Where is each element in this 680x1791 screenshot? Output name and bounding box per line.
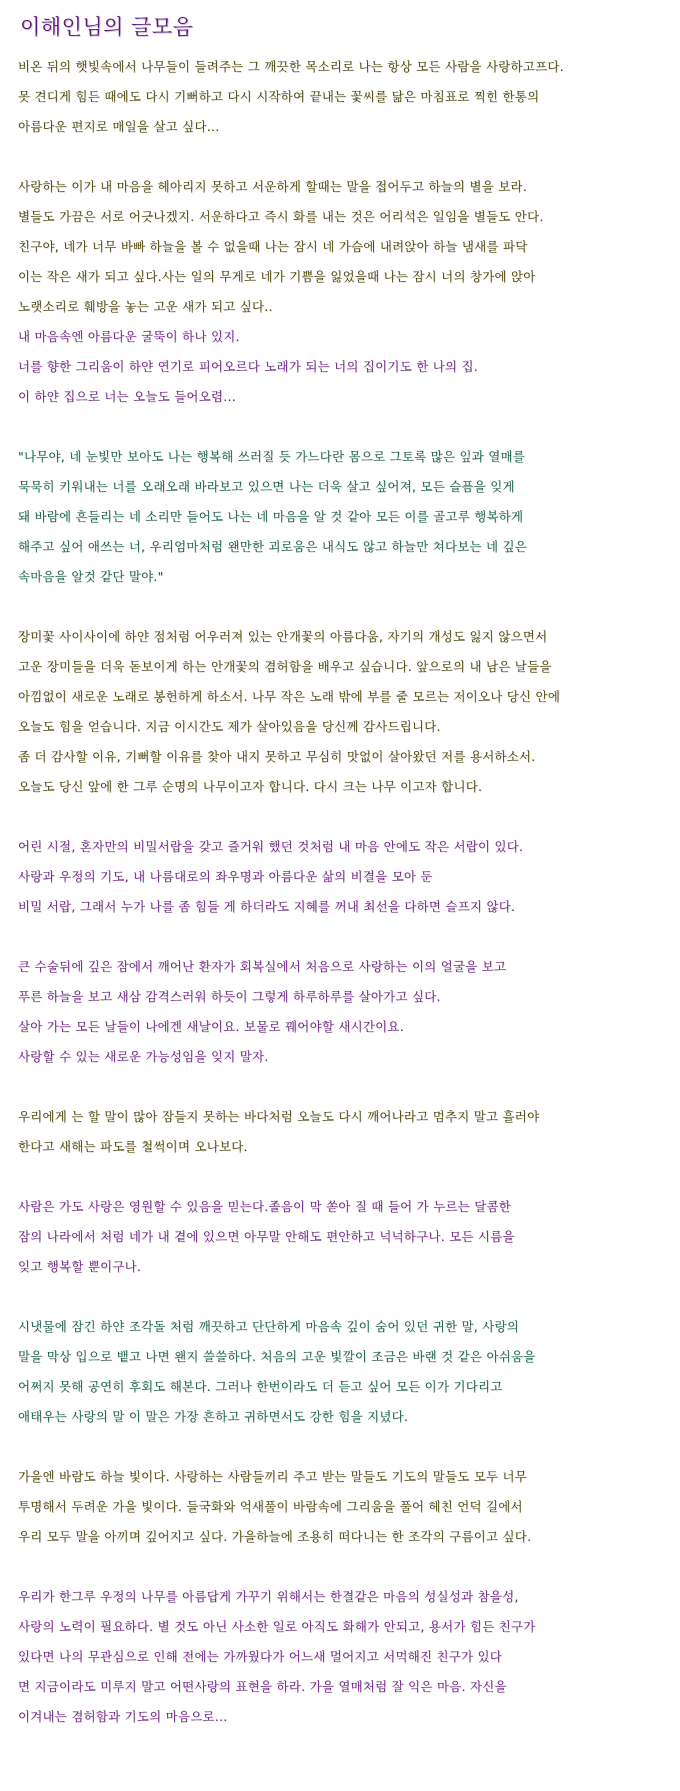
- text-line: 별들도 가끔은 서로 어긋나겠지. 서운하다고 즉시 화를 내는 것은 어리석은 일임을 별들도 안다.: [18, 209, 544, 224]
- text-line: 잠의 나라에서 처럼 네가 내 곁에 있으면 아무말 안해도 편안하고 넉넉하구나. 모든 시름을: [18, 1229, 515, 1244]
- text-line: 어린 시절, 혼자만의 비밀서랍을 갖고 즐거워 했던 것처럼 내 마음 안에도 작은 서랍이 있다.: [18, 839, 524, 854]
- text-line: 오늘도 힘을 얻습니다. 지금 이시간도 제가 살아있음을 당신께 감사드립니다.: [18, 719, 441, 734]
- text-line: 이 하얀 집으로 너는 오늘도 들어오렴...: [18, 389, 236, 404]
- text-line: 살아 가는 모든 날들이 나에겐 새날이요. 보물로 꿰어야할 새시간이요.: [18, 1019, 404, 1034]
- text-line: 애태우는 사랑의 말 이 말은 가장 흔하고 귀하면서도 강한 힘을 지녔다.: [18, 1409, 409, 1424]
- text-line: 우리 모두 말을 아끼며 깊어지고 싶다. 가을하늘에 조용히 떠다니는 한 조각의 구름이고 싶다.: [18, 1529, 532, 1544]
- text-line: 말을 막상 입으로 뱉고 나면 왠지 쓸쓸하다. 처음의 고운 빛깔이 조금은 바랜 것 같은 아쉬움을: [18, 1349, 536, 1364]
- paragraph-gap: [18, 922, 662, 952]
- paragraph-gap: [18, 142, 662, 172]
- text-line: 사랑과 우정의 기도, 내 나름대로의 좌우명과 아름다운 삶의 비결을 모아 둔: [18, 869, 433, 884]
- text-line: 내 마음속엔 아름다운 굴뚝이 하나 있지.: [18, 329, 240, 344]
- paragraph-gap: [18, 412, 662, 442]
- text-line: 돼 바람에 흔들리는 네 소리만 들어도 나는 네 마음을 알 것 같아 모든 이를 골고루 행복하게: [18, 509, 524, 524]
- text-line: 속마음을 알것 같단 말야.": [18, 569, 164, 584]
- text-line: 해주고 싶어 애쓰는 너, 우리엄마처럼 왠만한 괴로움은 내식도 않고 하늘만 쳐다보는 네 깊은: [18, 539, 528, 554]
- text-line: 친구야, 네가 너무 바빠 하늘을 볼 수 없을때 나는 잠시 네 가슴에 내려앉아 하늘 냄새를 파닥: [18, 239, 528, 254]
- paragraph-gap: [18, 1552, 662, 1582]
- text-line: 사랑하는 이가 내 마음을 헤아리지 못하고 서운하게 할때는 말을 접어두고 하늘의 별을 보라.: [18, 179, 528, 194]
- text-line: 투명해서 두려운 가을 빛이다. 들국화와 억새풀이 바람속에 그리움을 풀어 헤친 언덕 길에서: [18, 1499, 523, 1514]
- text-line: 좀 더 감사할 이유, 기뻐할 이유를 찾아 내지 못하고 무심히 맛없이 살아왔던 저를 용서하소서.: [18, 749, 536, 764]
- text-line: 못 견디게 힘든 때에도 다시 기뻐하고 다시 시작하여 끝내는 꽃씨를 닮은 마침표로 찍힌 한통의: [18, 89, 540, 104]
- text-line: 어쩌지 못해 공연히 후회도 해본다. 그러나 한번이라도 더 듣고 싶어 모든 이가 기다리고: [18, 1379, 503, 1394]
- text-line: 이겨내는 겸허함과 기도의 마음으로...: [18, 1709, 228, 1724]
- paragraph-gap: [18, 1072, 662, 1102]
- text-line: 우리가 한그루 우정의 나무를 아름답게 가꾸기 위해서는 한결같은 마음의 성실성과 참을성,: [18, 1589, 519, 1604]
- text-line: 시냇물에 잠긴 하얀 조각돌 처럼 깨끗하고 단단하게 마음속 깊이 숨어 있던 귀한 말, 사랑의: [18, 1319, 520, 1334]
- text-line: 면 지금이라도 미루지 말고 어떤사랑의 표현을 하라. 가을 열매처럼 잘 익은 마음. 자신을: [18, 1679, 507, 1694]
- paragraph-gap: [18, 1432, 662, 1462]
- text-line: 오늘도 당신 앞에 한 그루 순명의 나무이고자 합니다. 다시 크는 나무 이고자 합니다.: [18, 779, 483, 794]
- paragraph-gap: [18, 1282, 662, 1312]
- text-line: 장미꽃 사이사이에 하얀 점처럼 어우러져 있는 안개꽃의 아름다움, 자기의 개성도 잃지 않으면서: [18, 629, 548, 644]
- text-line: "나무야, 네 눈빛만 보아도 나는 행복해 쓰러질 듯 가느다란 몸으로 그토록 많은 잎과 열매를: [18, 449, 526, 464]
- text-line: 큰 수술뒤에 깊은 잠에서 깨어난 환자가 회복실에서 처음으로 사랑하는 이의 얼굴을 보고: [18, 959, 507, 974]
- text-line: 고운 장미들을 더욱 돋보이게 하는 안개꽃의 겸허함을 배우고 싶습니다. 앞으로의 내 남은 날들을: [18, 659, 552, 674]
- text-line: 있다면 나의 무관심으로 인해 전에는 가까웠다가 어느새 멀어지고 서먹해진 친구가 있다: [18, 1649, 503, 1664]
- text-line: 우리에게 는 할 말이 많아 잠들지 못하는 바다처럼 오늘도 다시 깨어나라고 멈추지 말고 흘러야: [18, 1109, 540, 1124]
- text-line: 한다고 새해는 파도를 철썩이며 오나보다.: [18, 1139, 248, 1154]
- text-line: 사람은 가도 사랑은 영원할 수 있음을 믿는다.졸음이 막 쏟아 질 때 들어 가 누르는 달콤한: [18, 1199, 512, 1214]
- paragraph-gap: [18, 592, 662, 622]
- text-line: 푸른 하늘을 보고 새삼 감격스러워 하듯이 그렇게 하루하루를 살아가고 싶다.: [18, 989, 441, 1004]
- text-line: 너를 향한 그리움이 하얀 연기로 피어오르다 노래가 되는 너의 집이기도 한 나의 집.: [18, 359, 478, 374]
- text-line: 묵묵히 키워내는 너를 오래오래 바라보고 있으면 나는 더욱 살고 싶어져, 모든 슬픔을 잊게: [18, 479, 515, 494]
- paragraph-gap: [18, 802, 662, 832]
- text-line: 아름다운 편지로 매일을 살고 싶다...: [18, 119, 220, 134]
- page-title: 이해인님의 글모음: [20, 15, 194, 39]
- text-line: 비온 뒤의 햇빛속에서 나무들이 들려주는 그 깨끗한 목소리로 나는 항상 모든 사람을 사랑하고프다.: [18, 59, 564, 74]
- text-body: [18, 52, 662, 1732]
- text-line: 이는 작은 새가 되고 싶다.사는 일의 무게로 네가 기쁨을 잃었을때 나는 잠시 너의 창가에 앉아: [18, 269, 536, 284]
- text-line: 사랑의 노력이 필요하다. 별 것도 아닌 사소한 일로 아직도 화해가 안되고, 용서가 힘든 친구가: [18, 1619, 536, 1634]
- paragraph-gap: [18, 1162, 662, 1192]
- text-line: 사랑할 수 있는 새로운 가능성임을 잊지 말자.: [18, 1049, 269, 1064]
- text-line: 비밀 서랍, 그래서 누가 나를 좀 힘들 게 하더라도 지혜를 꺼내 최선을 다하면 슬프지 않다.: [18, 899, 516, 914]
- text-line: 잊고 행복할 뿐이구나.: [18, 1259, 142, 1274]
- text-line: 노랫소리로 훼방을 놓는 고운 새가 되고 싶다..: [18, 299, 273, 314]
- text-line: 아낌없이 새로운 노래로 봉헌하게 하소서. 나무 작은 노래 밖에 부를 줄 모르는 저이오나 당신 안에: [18, 689, 561, 704]
- text-line: 가을엔 바람도 하늘 빛이다. 사랑하는 사람들끼리 주고 받는 말들도 기도의 말들도 모두 너무: [18, 1469, 528, 1484]
